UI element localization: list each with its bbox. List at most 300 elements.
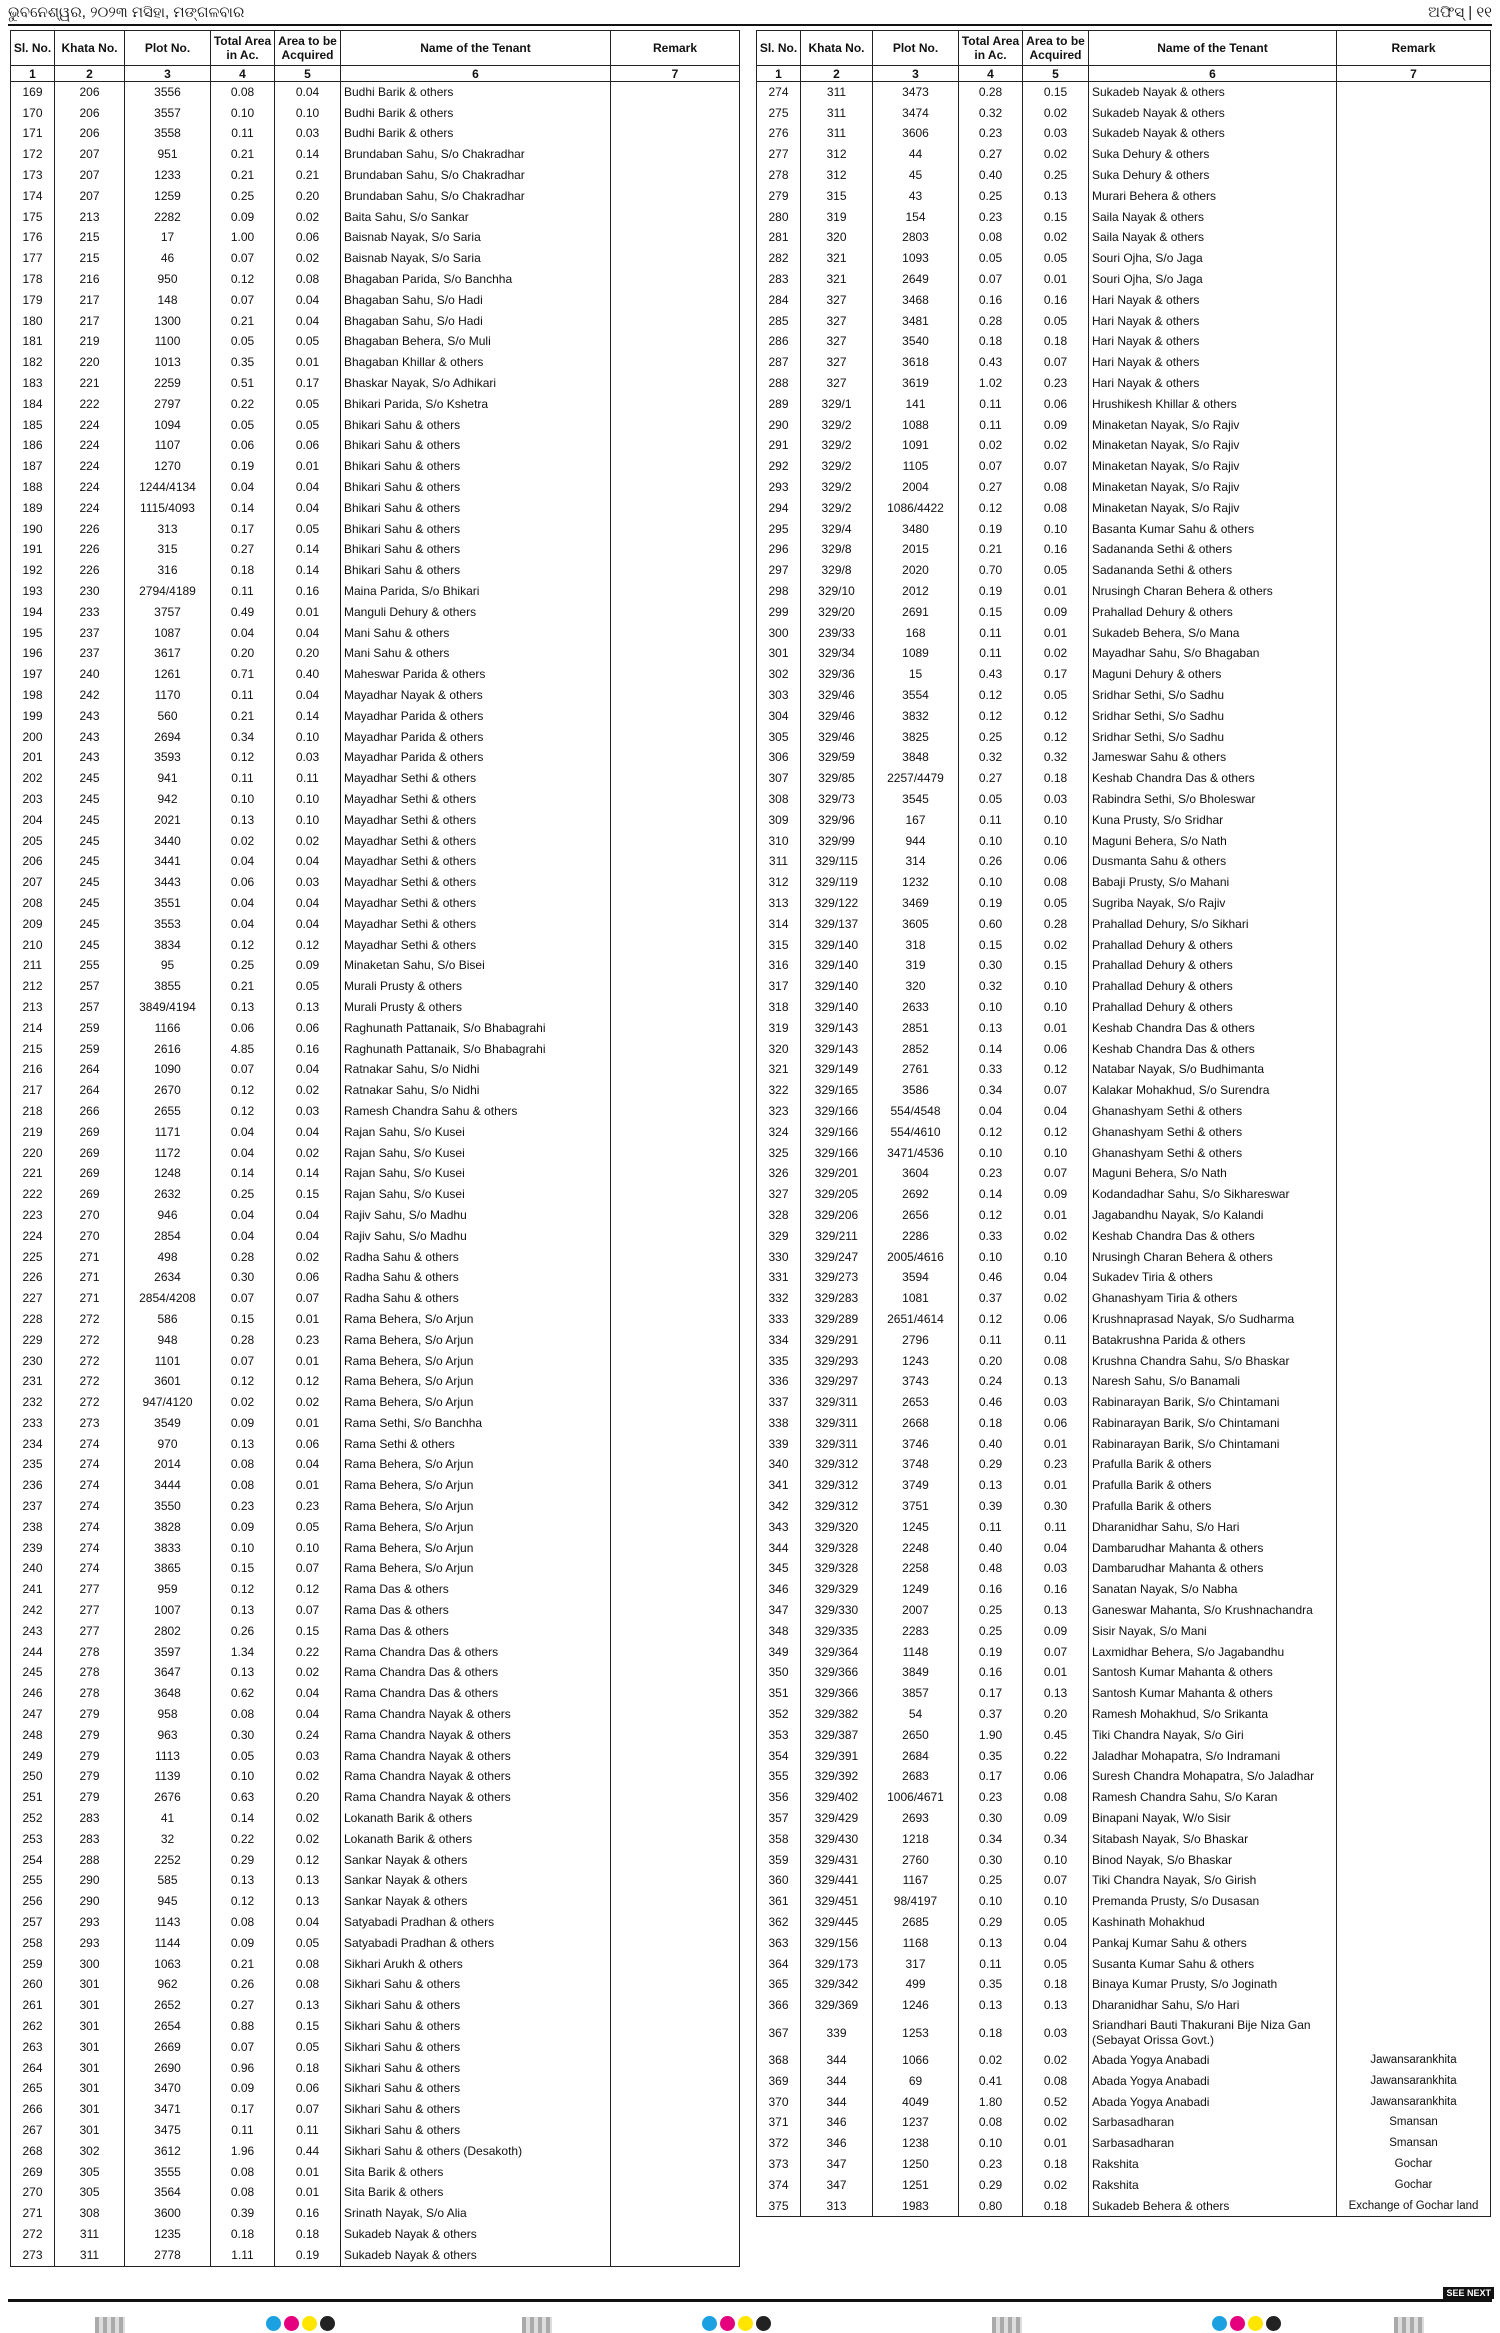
cell-plot-no: 1233 xyxy=(125,165,211,186)
table-row xyxy=(757,1205,1491,1226)
cell-area-acquired: 0.04 xyxy=(275,1455,341,1476)
cell-plot-no: 3855 xyxy=(125,976,211,997)
cell-area-acquired: 0.02 xyxy=(275,207,341,228)
cell-remark xyxy=(611,1704,740,1725)
cell-remark: Gochar xyxy=(1337,2175,1491,2196)
cell-remark xyxy=(611,103,740,124)
table-row xyxy=(757,1434,1491,1455)
cell-khata-no: 245 xyxy=(55,851,125,872)
cell-area-acquired: 0.06 xyxy=(1023,851,1089,872)
cell-plot-no: 1235 xyxy=(125,2224,211,2245)
table-row xyxy=(757,1621,1491,1642)
cell-remark xyxy=(1337,1850,1491,1871)
cell-plot-no: 319 xyxy=(873,955,959,976)
table-row xyxy=(11,1663,740,1684)
cell-khata-no: 329/366 xyxy=(801,1683,873,1704)
cell-khata-no: 329/330 xyxy=(801,1600,873,1621)
cell-sl-no: 307 xyxy=(757,768,801,789)
cell-tenant-name: Maguni Behera, S/o Nath xyxy=(1089,1163,1337,1184)
dateline: ଭୁବନେଶ୍ୱର, ୨୦୨୩ ମସିହା, ମଙ୍ଗଳବାର xyxy=(8,4,245,21)
cell-remark xyxy=(611,1995,740,2016)
cell-khata-no: 266 xyxy=(55,1101,125,1122)
cell-tenant-name: Rama Behera, S/o Arjun xyxy=(341,1330,611,1351)
cell-remark xyxy=(611,1288,740,1309)
cell-total-area: 0.09 xyxy=(211,1413,275,1434)
cell-area-acquired: 0.04 xyxy=(275,477,341,498)
cell-sl-no: 242 xyxy=(11,1600,55,1621)
cell-total-area: 0.12 xyxy=(211,1080,275,1101)
cell-sl-no: 192 xyxy=(11,560,55,581)
cell-plot-no: 69 xyxy=(873,2071,959,2092)
cell-tenant-name: Minaketan Nayak, S/o Rajiv xyxy=(1089,477,1337,498)
cell-area-acquired: 0.10 xyxy=(275,1538,341,1559)
cell-area-acquired: 0.02 xyxy=(275,1829,341,1850)
cell-sl-no: 315 xyxy=(757,935,801,956)
cell-khata-no: 329/143 xyxy=(801,1018,873,1039)
cell-khata-no: 329/2 xyxy=(801,436,873,457)
cell-total-area: 0.12 xyxy=(959,1205,1023,1226)
cell-khata-no: 279 xyxy=(55,1704,125,1725)
cell-remark xyxy=(1337,373,1491,394)
cell-sl-no: 317 xyxy=(757,976,801,997)
cell-khata-no: 329/10 xyxy=(801,581,873,602)
cell-khata-no: 277 xyxy=(55,1600,125,1621)
table-row xyxy=(11,1163,740,1184)
table-row xyxy=(11,436,740,457)
cell-sl-no: 256 xyxy=(11,1891,55,1912)
table-row xyxy=(11,1912,740,1933)
cell-tenant-name: Sikhari Sahu & others xyxy=(341,1975,611,1996)
cell-tenant-name: Premanda Prusty, S/o Dusasan xyxy=(1089,1891,1337,1912)
cell-remark xyxy=(611,748,740,769)
cell-area-acquired: 0.02 xyxy=(275,1808,341,1829)
cell-sl-no: 204 xyxy=(11,810,55,831)
cell-remark xyxy=(1337,207,1491,228)
cell-tenant-name: Rama Behera, S/o Arjun xyxy=(341,1392,611,1413)
cell-khata-no: 329/402 xyxy=(801,1787,873,1808)
table-row xyxy=(11,727,740,748)
cell-total-area: 0.15 xyxy=(211,1309,275,1330)
cell-khata-no: 245 xyxy=(55,935,125,956)
cell-tenant-name: Mayadhar Parida & others xyxy=(341,748,611,769)
cell-remark xyxy=(1337,810,1491,831)
cell-area-acquired: 0.02 xyxy=(1023,103,1089,124)
cell-area-acquired: 0.02 xyxy=(275,1143,341,1164)
cell-area-acquired: 0.02 xyxy=(275,248,341,269)
cell-sl-no: 297 xyxy=(757,560,801,581)
cell-tenant-name: Binod Nayak, S/o Bhaskar xyxy=(1089,1850,1337,1871)
table-row xyxy=(11,165,740,186)
cell-total-area: 1.11 xyxy=(211,2245,275,2266)
cell-khata-no: 301 xyxy=(55,2099,125,2120)
table-row xyxy=(757,1808,1491,1829)
cell-plot-no: 947/4120 xyxy=(125,1392,211,1413)
cell-khata-no: 301 xyxy=(55,1995,125,2016)
table-row xyxy=(757,955,1491,976)
cell-remark xyxy=(611,2099,740,2120)
table-row xyxy=(11,1621,740,1642)
table-row xyxy=(757,1767,1491,1788)
cell-khata-no: 315 xyxy=(801,186,873,207)
cell-khata-no: 245 xyxy=(55,789,125,810)
header-row xyxy=(757,31,1491,66)
cell-total-area: 0.26 xyxy=(211,1975,275,1996)
cell-area-acquired: 0.01 xyxy=(1023,581,1089,602)
cell-area-acquired: 0.04 xyxy=(275,914,341,935)
cell-area-acquired: 0.32 xyxy=(1023,748,1089,769)
cell-sl-no: 175 xyxy=(11,207,55,228)
cell-plot-no: 1007 xyxy=(125,1600,211,1621)
cell-total-area: 0.08 xyxy=(211,2182,275,2203)
cell-tenant-name: Minaketan Nayak, S/o Rajiv xyxy=(1089,498,1337,519)
cell-plot-no: 1983 xyxy=(873,2196,959,2217)
cell-sl-no: 349 xyxy=(757,1642,801,1663)
cell-area-acquired: 0.02 xyxy=(275,1767,341,1788)
cell-khata-no: 305 xyxy=(55,2162,125,2183)
cell-remark xyxy=(611,436,740,457)
cell-tenant-name: Rama Chandra Das & others xyxy=(341,1683,611,1704)
cell-remark xyxy=(611,1371,740,1392)
table-row xyxy=(757,727,1491,748)
cell-tenant-name: Rakshita xyxy=(1089,2154,1337,2175)
page-header xyxy=(8,4,1492,24)
cell-area-acquired: 0.15 xyxy=(275,2016,341,2037)
cell-remark xyxy=(611,2245,740,2266)
cell-total-area: 0.17 xyxy=(211,2099,275,2120)
cell-remark xyxy=(611,1746,740,1767)
cell-plot-no: 3471 xyxy=(125,2099,211,2120)
cell-sl-no: 183 xyxy=(11,373,55,394)
cell-plot-no: 1113 xyxy=(125,1746,211,1767)
cell-area-acquired: 0.18 xyxy=(275,2058,341,2079)
table-row xyxy=(757,1891,1491,1912)
cell-total-area: 0.21 xyxy=(211,144,275,165)
cell-area-acquired: 0.05 xyxy=(1023,248,1089,269)
table-row xyxy=(11,1413,740,1434)
cell-total-area: 0.18 xyxy=(211,2224,275,2245)
cell-area-acquired: 0.06 xyxy=(1023,1413,1089,1434)
cell-plot-no: 4049 xyxy=(873,2092,959,2113)
col-number: 7 xyxy=(1337,66,1491,82)
table-row xyxy=(757,415,1491,436)
cell-remark xyxy=(611,2224,740,2245)
table-row xyxy=(757,581,1491,602)
cell-tenant-name: Rama Das & others xyxy=(341,1579,611,1600)
cell-tenant-name: Hari Nayak & others xyxy=(1089,332,1337,353)
cell-plot-no: 2761 xyxy=(873,1059,959,1080)
cell-sl-no: 312 xyxy=(757,872,801,893)
cell-khata-no: 329/46 xyxy=(801,706,873,727)
cell-plot-no: 1167 xyxy=(873,1871,959,1892)
cell-plot-no: 2796 xyxy=(873,1330,959,1351)
cell-sl-no: 361 xyxy=(757,1891,801,1912)
cell-khata-no: 329/156 xyxy=(801,1933,873,1954)
cell-plot-no: 2252 xyxy=(125,1850,211,1871)
cell-khata-no: 290 xyxy=(55,1871,125,1892)
cell-total-area: 0.09 xyxy=(211,1517,275,1538)
cell-total-area: 0.06 xyxy=(211,872,275,893)
cell-total-area: 0.13 xyxy=(959,1475,1023,1496)
cell-khata-no: 305 xyxy=(55,2182,125,2203)
cell-tenant-name: Abada Yogya Anabadi xyxy=(1089,2071,1337,2092)
cell-tenant-name: Suka Dehury & others xyxy=(1089,144,1337,165)
cell-plot-no: 2690 xyxy=(125,2058,211,2079)
cell-plot-no: 3441 xyxy=(125,851,211,872)
table-row xyxy=(757,1725,1491,1746)
cell-total-area: 0.62 xyxy=(211,1683,275,1704)
cell-khata-no: 243 xyxy=(55,748,125,769)
table-row xyxy=(11,2224,740,2245)
cell-tenant-name: Sukadeb Nayak & others xyxy=(341,2245,611,2266)
cell-plot-no: 2655 xyxy=(125,1101,211,1122)
cmyk-color-bar xyxy=(1212,2316,1281,2331)
cell-khata-no: 273 xyxy=(55,1413,125,1434)
cell-remark xyxy=(1337,144,1491,165)
cell-tenant-name: Mayadhar Sethi & others xyxy=(341,935,611,956)
cell-tenant-name: Rama Sethi, S/o Banchha xyxy=(341,1413,611,1434)
cell-area-acquired: 0.03 xyxy=(1023,124,1089,145)
cell-khata-no: 329/2 xyxy=(801,415,873,436)
cell-khata-no: 279 xyxy=(55,1725,125,1746)
cell-plot-no: 1091 xyxy=(873,436,959,457)
cell-plot-no: 1270 xyxy=(125,456,211,477)
table-row xyxy=(757,1163,1491,1184)
cell-remark xyxy=(1337,1122,1491,1143)
cell-tenant-name: Sita Barik & others xyxy=(341,2162,611,2183)
cell-khata-no: 274 xyxy=(55,1434,125,1455)
table-row xyxy=(757,1330,1491,1351)
cell-total-area: 0.12 xyxy=(211,935,275,956)
cell-plot-no: 3481 xyxy=(873,311,959,332)
cell-total-area: 0.23 xyxy=(959,207,1023,228)
cell-area-acquired: 0.04 xyxy=(1023,1538,1089,1559)
cell-tenant-name: Maina Parida, S/o Bhikari xyxy=(341,581,611,602)
cell-tenant-name: Bhikari Sahu & others xyxy=(341,436,611,457)
cell-tenant-name: Prahallad Dehury & others xyxy=(1089,997,1337,1018)
table-row xyxy=(757,519,1491,540)
cell-remark: Exchange of Gochar land xyxy=(1337,2196,1491,2217)
cell-remark xyxy=(1337,248,1491,269)
cell-area-acquired: 0.02 xyxy=(275,1247,341,1268)
cell-tenant-name: Ghanashyam Sethi & others xyxy=(1089,1101,1337,1122)
cell-plot-no: 43 xyxy=(873,186,959,207)
cell-tenant-name: Prafulla Barik & others xyxy=(1089,1475,1337,1496)
cell-area-acquired: 0.04 xyxy=(275,1912,341,1933)
cell-tenant-name: Bhikari Sahu & others xyxy=(341,477,611,498)
cell-tenant-name: Mayadhar Sahu, S/o Bhagaban xyxy=(1089,644,1337,665)
cell-plot-no: 2802 xyxy=(125,1621,211,1642)
cell-khata-no: 301 xyxy=(55,2037,125,2058)
cell-khata-no: 329/311 xyxy=(801,1392,873,1413)
cell-tenant-name: Sikhari Sahu & others xyxy=(341,2037,611,2058)
cell-sl-no: 247 xyxy=(11,1704,55,1725)
cell-total-area: 0.13 xyxy=(959,1995,1023,2016)
cell-area-acquired: 0.17 xyxy=(1023,664,1089,685)
cell-remark xyxy=(1337,436,1491,457)
cell-remark xyxy=(1337,103,1491,124)
cell-total-area: 0.25 xyxy=(959,1871,1023,1892)
col-number: 4 xyxy=(211,66,275,82)
cell-khata-no: 329/140 xyxy=(801,955,873,976)
cell-total-area: 0.11 xyxy=(959,394,1023,415)
cell-area-acquired: 0.08 xyxy=(275,1975,341,1996)
cell-area-acquired: 0.02 xyxy=(1023,2113,1089,2134)
cell-sl-no: 358 xyxy=(757,1829,801,1850)
cell-khata-no: 329/2 xyxy=(801,477,873,498)
cell-total-area: 0.12 xyxy=(211,1101,275,1122)
cell-khata-no: 278 xyxy=(55,1642,125,1663)
cell-remark xyxy=(1337,851,1491,872)
cell-sl-no: 370 xyxy=(757,2092,801,2113)
cell-total-area: 0.23 xyxy=(959,1787,1023,1808)
cell-remark xyxy=(611,1059,740,1080)
cell-plot-no: 3849/4194 xyxy=(125,997,211,1018)
cell-tenant-name: Sita Barik & others xyxy=(341,2182,611,2203)
cell-tenant-name: Dusmanta Sahu & others xyxy=(1089,851,1337,872)
cell-sl-no: 208 xyxy=(11,893,55,914)
cell-tenant-name: Sitabash Nayak, S/o Bhaskar xyxy=(1089,1829,1337,1850)
cell-total-area: 0.04 xyxy=(211,1122,275,1143)
cell-plot-no: 3550 xyxy=(125,1496,211,1517)
cell-remark xyxy=(1337,1309,1491,1330)
table-row xyxy=(11,1122,740,1143)
cell-khata-no: 301 xyxy=(55,2016,125,2037)
cell-remark xyxy=(611,207,740,228)
cell-plot-no: 3848 xyxy=(873,748,959,769)
cell-remark xyxy=(1337,1184,1491,1205)
cell-area-acquired: 0.01 xyxy=(1023,2133,1089,2154)
cell-tenant-name: Mayadhar Nayak & others xyxy=(341,685,611,706)
cell-total-area: 0.11 xyxy=(211,768,275,789)
cell-sl-no: 169 xyxy=(11,82,55,103)
cell-khata-no: 278 xyxy=(55,1663,125,1684)
cell-area-acquired: 0.01 xyxy=(275,1475,341,1496)
cell-khata-no: 329/34 xyxy=(801,644,873,665)
cell-tenant-name: Susanta Kumar Sahu & others xyxy=(1089,1954,1337,1975)
cell-plot-no: 1237 xyxy=(873,2113,959,2134)
cell-sl-no: 219 xyxy=(11,1122,55,1143)
cell-khata-no: 224 xyxy=(55,436,125,457)
cell-total-area: 0.02 xyxy=(959,436,1023,457)
cell-remark xyxy=(1337,768,1491,789)
cell-total-area: 0.37 xyxy=(959,1288,1023,1309)
cell-total-area: 0.07 xyxy=(211,2037,275,2058)
cell-sl-no: 272 xyxy=(11,2224,55,2245)
cell-tenant-name: Bhagaban Sahu, S/o Hadi xyxy=(341,290,611,311)
cell-plot-no: 3564 xyxy=(125,2182,211,2203)
cell-plot-no: 1006/4671 xyxy=(873,1787,959,1808)
cell-plot-no: 2778 xyxy=(125,2245,211,2266)
cell-plot-no: 1248 xyxy=(125,1163,211,1184)
table-row xyxy=(757,831,1491,852)
cell-total-area: 0.16 xyxy=(959,1663,1023,1684)
cell-plot-no: 1249 xyxy=(873,1579,959,1600)
cell-tenant-name: Saila Nayak & others xyxy=(1089,207,1337,228)
cell-remark xyxy=(1337,623,1491,644)
cell-total-area: 0.15 xyxy=(959,935,1023,956)
cell-total-area: 0.08 xyxy=(211,1455,275,1476)
cell-khata-no: 329/20 xyxy=(801,602,873,623)
cell-area-acquired: 0.12 xyxy=(275,1579,341,1600)
cell-remark xyxy=(611,623,740,644)
cell-area-acquired: 0.13 xyxy=(1023,1600,1089,1621)
cell-remark xyxy=(611,644,740,665)
cell-sl-no: 353 xyxy=(757,1725,801,1746)
cell-khata-no: 270 xyxy=(55,1205,125,1226)
cell-sl-no: 313 xyxy=(757,893,801,914)
cell-plot-no: 1105 xyxy=(873,456,959,477)
cell-area-acquired: 0.28 xyxy=(1023,914,1089,935)
cell-area-acquired: 0.12 xyxy=(275,935,341,956)
cell-area-acquired: 0.01 xyxy=(275,602,341,623)
table-row xyxy=(757,1059,1491,1080)
cell-plot-no: 2803 xyxy=(873,228,959,249)
cell-khata-no: 271 xyxy=(55,1267,125,1288)
cell-area-acquired: 0.15 xyxy=(275,1184,341,1205)
cell-area-acquired: 0.16 xyxy=(1023,540,1089,561)
cell-remark xyxy=(611,477,740,498)
cell-remark xyxy=(1337,1891,1491,1912)
cell-plot-no: 3551 xyxy=(125,893,211,914)
cell-tenant-name: Budhi Barik & others xyxy=(341,124,611,145)
cell-plot-no: 44 xyxy=(873,144,959,165)
table-row xyxy=(757,144,1491,165)
cell-sl-no: 170 xyxy=(11,103,55,124)
cell-plot-no: 2258 xyxy=(873,1559,959,1580)
cell-tenant-name: Dharanidhar Sahu, S/o Hari xyxy=(1089,1517,1337,1538)
cell-remark xyxy=(611,727,740,748)
cell-remark xyxy=(1337,1787,1491,1808)
cell-total-area: 0.25 xyxy=(959,727,1023,748)
cell-tenant-name: Hari Nayak & others xyxy=(1089,373,1337,394)
cell-remark xyxy=(1337,1600,1491,1621)
cell-khata-no: 329/73 xyxy=(801,789,873,810)
cell-tenant-name: Sridhar Sethi, S/o Sadhu xyxy=(1089,685,1337,706)
cell-area-acquired: 0.30 xyxy=(1023,1496,1089,1517)
cell-sl-no: 172 xyxy=(11,144,55,165)
cell-khata-no: 327 xyxy=(801,352,873,373)
cell-area-acquired: 0.04 xyxy=(275,1059,341,1080)
cell-total-area: 0.12 xyxy=(959,498,1023,519)
cell-sl-no: 332 xyxy=(757,1288,801,1309)
cell-tenant-name: Mayadhar Sethi & others xyxy=(341,914,611,935)
table-row xyxy=(11,1351,740,1372)
cell-khata-no: 329/291 xyxy=(801,1330,873,1351)
cell-total-area: 0.28 xyxy=(211,1247,275,1268)
cell-sl-no: 334 xyxy=(757,1330,801,1351)
cell-remark xyxy=(611,1621,740,1642)
cell-area-acquired: 0.04 xyxy=(275,1226,341,1247)
cell-tenant-name: Naresh Sahu, S/o Banamali xyxy=(1089,1371,1337,1392)
cell-plot-no: 3612 xyxy=(125,2141,211,2162)
table-row xyxy=(757,332,1491,353)
cell-khata-no: 329/312 xyxy=(801,1475,873,1496)
cell-area-acquired: 0.06 xyxy=(1023,1767,1089,1788)
cell-plot-no: 17 xyxy=(125,228,211,249)
cell-khata-no: 329/1 xyxy=(801,394,873,415)
cell-total-area: 0.26 xyxy=(211,1621,275,1642)
cell-sl-no: 300 xyxy=(757,623,801,644)
cell-total-area: 0.49 xyxy=(211,602,275,623)
cell-plot-no: 1259 xyxy=(125,186,211,207)
cell-sl-no: 278 xyxy=(757,165,801,186)
cell-tenant-name: Budhi Barik & others xyxy=(341,103,611,124)
cell-sl-no: 224 xyxy=(11,1226,55,1247)
cell-sl-no: 174 xyxy=(11,186,55,207)
cell-khata-no: 329/99 xyxy=(801,831,873,852)
cell-area-acquired: 0.09 xyxy=(1023,1184,1089,1205)
cell-remark xyxy=(1337,955,1491,976)
